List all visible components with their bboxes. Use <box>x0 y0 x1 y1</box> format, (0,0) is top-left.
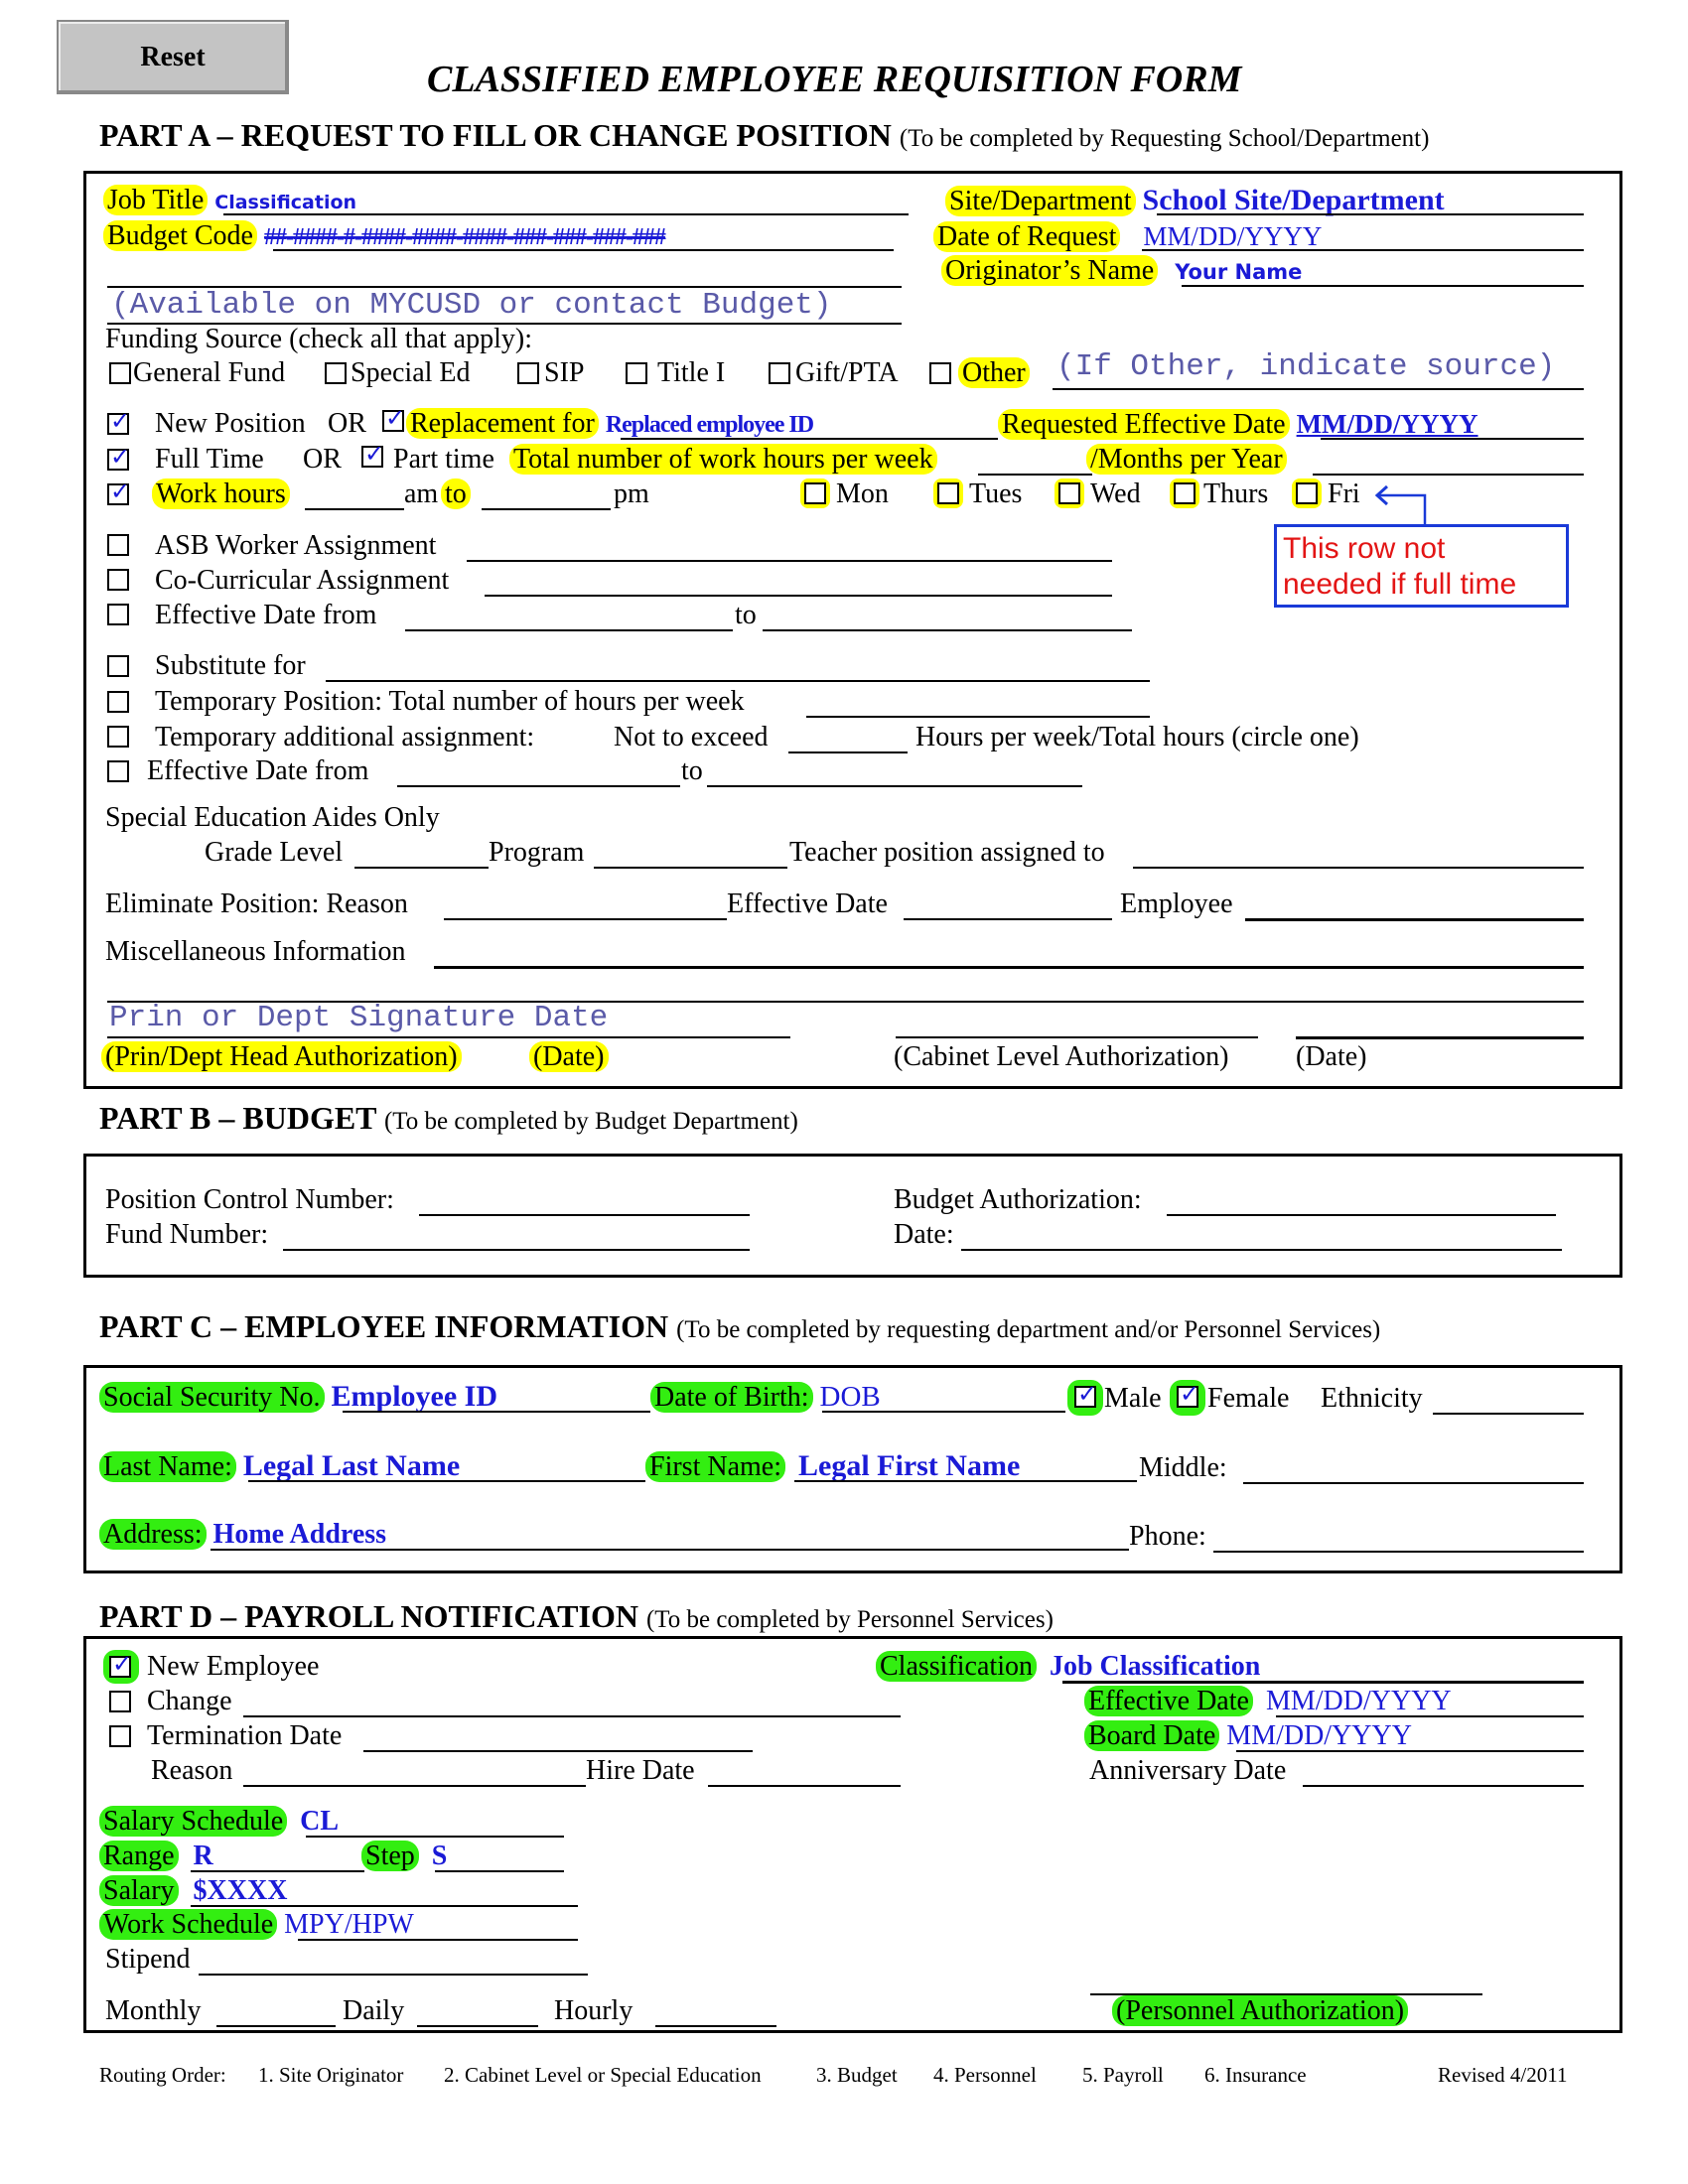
budget-auth-label: Budget Authorization: <box>894 1184 1142 1215</box>
originator-line <box>1182 285 1584 287</box>
new-position-label: New Position <box>155 408 306 439</box>
form-title: CLASSIFIED EMPLOYEE REQUISITION FORM <box>427 59 1242 100</box>
sip-label: SIP <box>544 357 585 388</box>
date-request-value[interactable]: MM/DD/YYYY <box>1143 221 1323 251</box>
req-eff-date-wrap <box>998 407 1478 442</box>
range-line <box>191 1870 364 1872</box>
thurs-checkbox[interactable] <box>1174 482 1196 504</box>
step-label: Step <box>361 1841 419 1871</box>
male-checkbox[interactable] <box>1074 1386 1096 1408</box>
part-c-title: PART C – EMPLOYEE INFORMATION <box>99 1308 669 1344</box>
middle-label: Middle: <box>1139 1452 1227 1483</box>
salary-schedule-row <box>99 1805 339 1839</box>
teacher-position-line <box>1133 867 1584 869</box>
fri-checkbox[interactable] <box>1296 482 1318 504</box>
salary-line <box>191 1905 578 1907</box>
ssn-value[interactable]: Employee ID <box>331 1380 498 1413</box>
step-row <box>361 1840 447 1873</box>
male-label: Male <box>1104 1383 1162 1414</box>
program-label: Program <box>489 837 585 868</box>
asb-line <box>467 560 1112 562</box>
eliminate-label: Eliminate Position: Reason <box>105 888 408 919</box>
termination-line <box>363 1750 753 1752</box>
hire-date-line <box>708 1785 901 1787</box>
salary-schedule-value[interactable]: CL <box>300 1806 340 1837</box>
daily-label: Daily <box>343 1995 405 2026</box>
effective-from-label-1: Effective Date from <box>155 600 377 630</box>
special-ed-checkbox[interactable] <box>325 362 347 384</box>
replacement-value[interactable]: Replaced employee ID <box>605 412 814 438</box>
prin-date-wrap <box>529 1040 609 1074</box>
step-value[interactable]: S <box>431 1841 448 1871</box>
budget-hint: (Available on MYCUSD or contact Budget) <box>111 288 832 323</box>
note-arrow-icon <box>1373 480 1433 530</box>
sped-label: Special Education Aides Only <box>105 802 440 833</box>
part-time-label: Part time <box>393 444 494 475</box>
last-name-label: Last Name: <box>99 1451 236 1482</box>
originator-value[interactable]: Your Name <box>1175 260 1303 284</box>
pm-label: pm <box>614 478 649 509</box>
hire-date-label: Hire Date <box>586 1755 695 1786</box>
step-line <box>435 1870 564 1872</box>
effective-to-line-2 <box>707 785 1082 787</box>
routing-step-3: 3. Budget <box>816 2063 898 2087</box>
part-d-subtitle: (To be completed by Personnel Services) <box>645 1606 1054 1633</box>
range-value[interactable]: R <box>193 1841 213 1871</box>
eff-value[interactable]: MM/DD/YYYY <box>1265 1686 1452 1716</box>
work-hours-label: Work hours <box>152 478 290 509</box>
termination-checkbox[interactable] <box>109 1725 131 1747</box>
asb-checkbox[interactable] <box>107 534 129 556</box>
routing-step-6: 6. Insurance <box>1204 2063 1307 2087</box>
program-line <box>594 867 787 869</box>
anniversary-line <box>1303 1785 1584 1787</box>
dob-row <box>650 1380 881 1415</box>
pm-line <box>482 508 611 510</box>
change-label: Change <box>147 1686 232 1716</box>
middle-line <box>1243 1482 1584 1484</box>
reset-button[interactable]: Reset <box>57 20 289 94</box>
to-label-2: to <box>681 755 703 786</box>
job-title-value[interactable]: Classification <box>214 192 357 213</box>
work-schedule-value[interactable]: MPY/HPW <box>284 1909 414 1940</box>
temp-additional-label: Temporary additional assignment: <box>155 722 535 752</box>
budget-code-value[interactable]: ##-####-#-####-####-####-###-###-###-### <box>264 224 665 250</box>
date-request-line <box>1142 249 1584 251</box>
part-a-heading <box>99 117 1429 154</box>
substitute-label: Substitute for <box>155 650 306 681</box>
cabinet-date-label: (Date) <box>1296 1041 1367 1072</box>
change-checkbox[interactable] <box>109 1691 131 1712</box>
replacement-checkbox[interactable] <box>382 410 404 432</box>
grade-level-line <box>354 867 489 869</box>
special-ed-label: Special Ed <box>351 357 471 388</box>
first-name-value[interactable]: Legal First Name <box>798 1449 1021 1482</box>
note-box <box>1274 524 1569 608</box>
months-line <box>1313 474 1584 476</box>
ethnicity-line <box>1433 1413 1584 1415</box>
budget-code-label: Budget Code <box>103 220 257 251</box>
prin-sig-line <box>107 1036 790 1038</box>
work-schedule-label: Work Schedule <box>99 1909 277 1940</box>
classification-row <box>876 1650 1260 1684</box>
fund-number-line <box>283 1249 750 1251</box>
or-label-1: OR <box>328 408 366 439</box>
total-hours-wrap <box>509 443 937 477</box>
mon-label: Mon <box>836 478 889 509</box>
asb-label: ASB Worker Assignment <box>155 530 437 561</box>
first-name-line <box>794 1480 1137 1482</box>
req-eff-date-value[interactable]: MM/DD/YYYY <box>1296 409 1478 439</box>
fund-number-label: Fund Number: <box>105 1219 269 1250</box>
cocurricular-label: Co-Curricular Assignment <box>155 565 450 596</box>
new-position-checkbox[interactable] <box>107 413 129 435</box>
mon-checkbox[interactable] <box>804 482 826 504</box>
effective-from-line-1 <box>405 629 733 631</box>
title-i-checkbox[interactable] <box>626 362 647 384</box>
ssn-row <box>99 1380 497 1415</box>
salary-schedule-line <box>306 1836 564 1838</box>
note-line-1: This row not <box>1283 532 1446 565</box>
eliminate-eff-label: Effective Date <box>727 888 888 919</box>
routing-step-1: 1. Site Originator <box>258 2063 404 2087</box>
employee-label: Employee <box>1120 888 1233 919</box>
salary-value[interactable]: $XXXX <box>193 1875 288 1906</box>
substitute-checkbox[interactable] <box>107 655 129 677</box>
hours-circle-label: Hours per week/Total hours (circle one) <box>915 722 1359 752</box>
full-time-checkbox[interactable] <box>107 449 129 471</box>
to-label: to <box>441 478 471 509</box>
part-b-heading <box>99 1100 798 1137</box>
temp-position-checkbox[interactable] <box>107 691 129 713</box>
routing-step-4: 4. Personnel <box>933 2063 1037 2087</box>
cocurricular-checkbox[interactable] <box>107 569 129 591</box>
address-value[interactable]: Home Address <box>212 1519 387 1550</box>
new-employee-checkbox[interactable] <box>109 1656 131 1678</box>
tues-checkbox[interactable] <box>937 482 959 504</box>
budget-auth-line <box>1167 1214 1556 1216</box>
general-fund-checkbox[interactable] <box>109 362 131 384</box>
prin-auth-label: (Prin/Dept Head Authorization) <box>101 1041 462 1072</box>
thurs-label: Thurs <box>1203 478 1269 509</box>
am-line <box>305 508 404 510</box>
female-label: Female <box>1207 1383 1290 1414</box>
effective-to-line-1 <box>763 629 1132 631</box>
reason-line <box>243 1785 586 1787</box>
note-line-2: needed if full time <box>1283 568 1517 601</box>
board-value[interactable]: MM/DD/YYYY <box>1226 1720 1412 1751</box>
last-name-row <box>99 1449 460 1484</box>
revised-label: Revised 4/2011 <box>1438 2063 1568 2087</box>
address-line <box>211 1549 1129 1551</box>
other-line <box>1053 388 1584 390</box>
wed-checkbox[interactable] <box>1058 482 1080 504</box>
work-hours-checkbox[interactable] <box>107 483 129 505</box>
termination-label: Termination Date <box>147 1720 343 1751</box>
part-b-title: PART B – BUDGET <box>99 1100 376 1136</box>
phone-line <box>1213 1551 1584 1553</box>
misc-line <box>434 966 1584 969</box>
first-name-label: First Name: <box>645 1451 785 1482</box>
other-label: Other <box>958 357 1030 388</box>
daily-line <box>417 2025 538 2027</box>
board-row <box>1084 1719 1412 1753</box>
prin-date-label: (Date) <box>529 1041 609 1072</box>
budget-code-line <box>273 249 894 251</box>
female-checkbox[interactable] <box>1177 1386 1198 1408</box>
eff-row <box>1084 1685 1452 1718</box>
position-control-line <box>419 1214 750 1216</box>
site-line <box>1157 213 1584 215</box>
board-label: Board Date <box>1084 1720 1219 1751</box>
gift-pta-checkbox[interactable] <box>769 362 790 384</box>
to-wrap <box>441 478 471 511</box>
temp-position-label: Temporary Position: Total number of hours per week <box>155 686 745 717</box>
site-label: Site/Department <box>945 186 1136 216</box>
routing-step-2: 2. Cabinet Level or Special Education <box>444 2063 762 2087</box>
sip-checkbox[interactable] <box>517 362 539 384</box>
hourly-label: Hourly <box>554 1995 633 2026</box>
budget-date-line <box>961 1249 1562 1251</box>
other-hint[interactable]: (If Other, indicate source) <box>1056 349 1556 384</box>
site-value[interactable]: School Site/Department <box>1142 184 1445 216</box>
first-name-row <box>645 1449 1020 1484</box>
monthly-label: Monthly <box>105 1995 202 2026</box>
tues-label: Tues <box>969 478 1023 509</box>
sig-hint[interactable]: Prin or Dept Signature Date <box>109 1001 609 1035</box>
salary-label: Salary <box>99 1875 179 1906</box>
job-title-line <box>223 213 909 215</box>
part-c-heading <box>99 1308 1380 1345</box>
cocurricular-line <box>485 595 1112 597</box>
req-eff-date-line <box>1321 438 1584 440</box>
last-name-line <box>248 1480 645 1482</box>
classification-line <box>1062 1681 1584 1684</box>
gift-pta-label: Gift/PTA <box>795 357 899 388</box>
stipend-line <box>199 1974 588 1976</box>
grade-level-label: Grade Level <box>205 837 344 868</box>
dob-line <box>822 1411 1065 1413</box>
hourly-line <box>655 2025 776 2027</box>
part-c-subtitle: (To be completed by requesting department and/or Personnel Services) <box>676 1316 1381 1343</box>
effective-date-checkbox-1[interactable] <box>107 604 129 625</box>
address-label: Address: <box>99 1519 207 1550</box>
cabinet-sig-line <box>896 1036 1258 1038</box>
board-line <box>1236 1750 1584 1752</box>
eliminate-eff-line <box>904 918 1112 920</box>
eff-label: Effective Date <box>1084 1686 1253 1716</box>
part-a-title: PART A – REQUEST TO FILL OR CHANGE POSITION <box>99 117 892 153</box>
change-line <box>243 1715 901 1717</box>
job-title-label: Job Title <box>103 185 208 215</box>
fri-label: Fri <box>1328 478 1360 509</box>
replacement-wrap <box>406 407 813 442</box>
phone-label: Phone: <box>1129 1521 1206 1552</box>
cabinet-date-line <box>1296 1036 1584 1039</box>
ssn-line <box>343 1411 650 1413</box>
salary-row <box>99 1874 287 1908</box>
eff-line <box>1276 1715 1584 1717</box>
routing-label: Routing Order: <box>99 2063 226 2087</box>
not-exceed-line <box>788 751 908 753</box>
temp-position-line <box>806 716 1150 718</box>
effective-from-line-2 <box>397 785 680 787</box>
funding-label: Funding Source (check all that apply): <box>105 324 532 354</box>
total-hours-label: Total number of work hours per week <box>509 444 937 475</box>
personnel-auth-label: (Personnel Authorization) <box>1112 1995 1408 2026</box>
dob-label: Date of Birth: <box>650 1382 813 1413</box>
replacement-label: Replacement for <box>406 408 599 439</box>
substitute-line <box>326 680 1150 682</box>
other-checkbox[interactable] <box>929 362 951 384</box>
originator-label: Originator’s Name <box>941 255 1158 286</box>
full-time-label: Full Time <box>155 444 264 475</box>
general-fund-label: General Fund <box>133 357 286 388</box>
title-i-label: Title I <box>657 357 726 388</box>
part-d-title: PART D – PAYROLL NOTIFICATION <box>99 1598 638 1634</box>
work-schedule-line <box>298 1939 578 1941</box>
classification-value[interactable]: Job Classification <box>1049 1651 1261 1682</box>
stipend-label: Stipend <box>105 1944 191 1975</box>
replacement-line <box>621 438 998 440</box>
new-employee-label: New Employee <box>147 1651 320 1682</box>
reason-label: Reason <box>151 1755 233 1786</box>
am-label: am <box>404 478 439 509</box>
effective-from-label-2: Effective Date from <box>147 755 369 786</box>
part-d-heading <box>99 1598 1054 1635</box>
work-schedule-row <box>99 1908 414 1942</box>
or-label-2: OR <box>303 444 342 475</box>
part-a-subtitle: (To be completed by Requesting School/Department) <box>899 125 1430 152</box>
to-label-1: to <box>735 600 757 630</box>
routing-step-5: 5. Payroll <box>1082 2063 1164 2087</box>
other-label-wrap <box>958 356 1030 390</box>
address-row <box>99 1518 386 1552</box>
months-wrap <box>1086 443 1287 477</box>
last-name-value[interactable]: Legal Last Name <box>242 1449 461 1482</box>
eliminate-reason-line <box>444 918 727 920</box>
ssn-label: Social Security No. <box>99 1382 325 1413</box>
range-row <box>99 1840 213 1873</box>
position-control-label: Position Control Number: <box>105 1184 394 1215</box>
misc-label: Miscellaneous Information <box>105 936 406 967</box>
temp-additional-checkbox[interactable] <box>107 726 129 748</box>
anniversary-label: Anniversary Date <box>1089 1755 1287 1786</box>
monthly-line <box>216 2025 336 2027</box>
budget-date-label: Date: <box>894 1219 954 1250</box>
req-eff-date-label: Requested Effective Date <box>998 409 1290 440</box>
classification-label: Classification <box>876 1651 1037 1682</box>
part-b-subtitle: (To be completed by Budget Department) <box>383 1108 798 1135</box>
salary-schedule-label: Salary Schedule <box>99 1806 287 1837</box>
not-exceed-label: Not to exceed <box>614 722 769 752</box>
wed-label: Wed <box>1090 478 1141 509</box>
range-label: Range <box>99 1841 179 1871</box>
prin-auth-wrap <box>101 1040 462 1074</box>
personnel-auth-wrap <box>1112 1994 1408 2028</box>
date-request-label: Date of Request <box>933 221 1120 252</box>
dob-value[interactable]: DOB <box>819 1381 881 1413</box>
originator-row <box>941 254 1302 289</box>
part-time-checkbox[interactable] <box>361 446 383 468</box>
ethnicity-label: Ethnicity <box>1321 1383 1423 1414</box>
teacher-position-label: Teacher position assigned to <box>789 837 1105 868</box>
hours-week-line <box>978 474 1092 476</box>
effective-date-checkbox-2[interactable] <box>107 760 129 782</box>
cabinet-auth-label: (Cabinet Level Authorization) <box>894 1041 1229 1072</box>
employee-line <box>1245 918 1584 921</box>
months-label: /Months per Year <box>1086 444 1287 475</box>
work-hours-wrap <box>152 478 290 511</box>
